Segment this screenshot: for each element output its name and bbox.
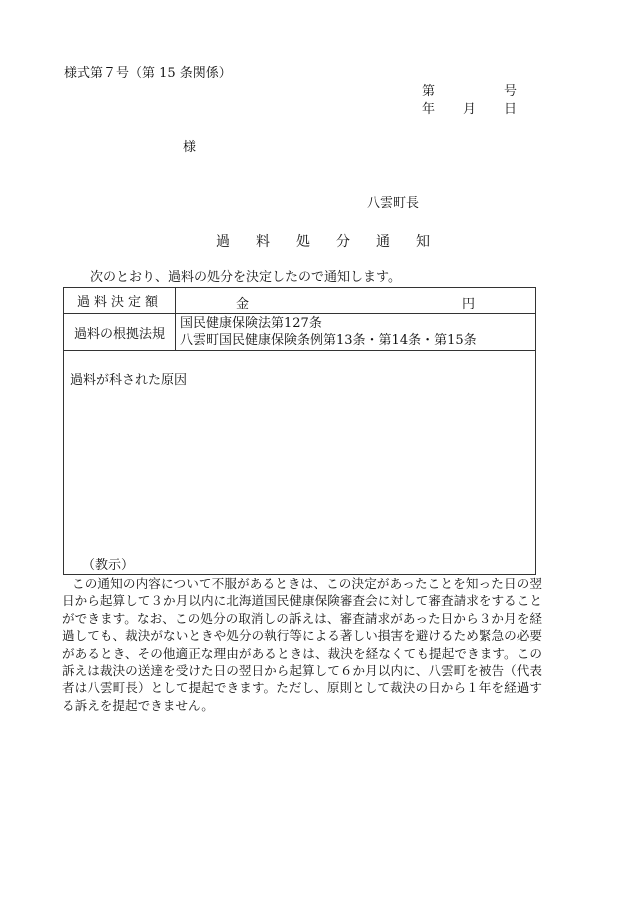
issuer-name: 八雲町長 [367,196,420,211]
penalty-table [63,287,536,575]
reason-label: 過料が科された原因 [70,373,188,388]
amount-unit: 円 [462,297,476,312]
amount-row [64,288,536,314]
reason-row [64,351,536,575]
amount-value-cell [176,288,536,314]
basis-row [64,314,536,351]
notice-heading: （教示） [82,558,135,573]
date-day-label: 日 [504,102,518,117]
notice-body [62,575,542,714]
title-char: 処 [296,234,310,250]
document-number-label: 第 [422,84,436,99]
basis-value-cell [176,314,536,351]
basis-ordinance-line: 八雲町国民健康保険条例第13条・第14条・第15条 [180,333,477,348]
basis-label: 過料の根拠法規 [64,314,176,351]
document-number-suffix: 号 [504,84,518,99]
amount-prefix: 金 [236,297,250,312]
title-char: 料 [256,234,270,250]
intro-text: 次のとおり、過料の処分を決定したので通知します。 [90,270,401,285]
addressee-suffix: 様 [183,140,197,155]
notice-paragraph: この通知の内容について不服があるときは、この決定があったことを知った日の翌日から起算して３か月以内に北海道国民健康保険審査会に対して審査請求をすることができます。なお、この処分の取消しの訴えは、審査請求があった日から３か月を経過しても、裁決がないときや処分の執行等による著しい損害を避けるため緊急の必要があるとき、その他適正な理由があるときは、裁決を経なくても提起できます。この訴えは裁決の送達を受けた日の翌日から起算して６か月以内に、八雲町を被告（代表者は八雲町長）として提起できます。ただし、原則として裁決の日から１年を経過する訴えを提起できません。 [62,576,542,713]
form-number: 様式第７号（第 15 条関係） [64,66,232,81]
date-month-label: 月 [463,102,477,117]
title-char: 知 [416,234,430,250]
amount-label: 過料決定額 [64,288,176,314]
basis-law-line: 国民健康保険法第127条 [180,316,322,331]
title-char: 通 [376,234,390,250]
title-char: 分 [336,234,350,250]
document-title [216,234,430,250]
date-year-label: 年 [422,102,436,117]
title-char: 過 [216,234,230,250]
reason-cell [64,351,536,575]
